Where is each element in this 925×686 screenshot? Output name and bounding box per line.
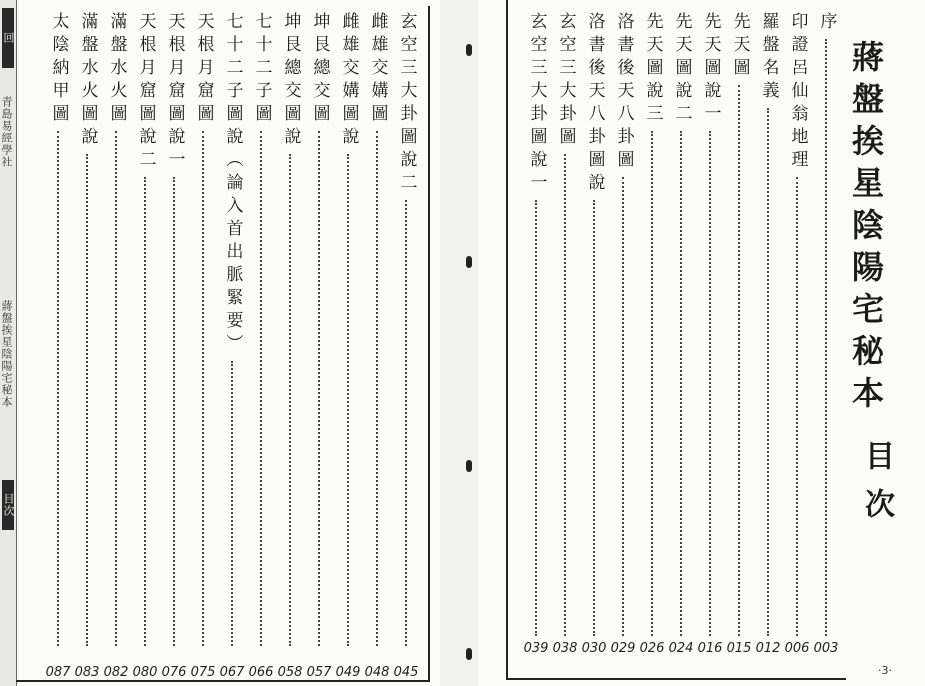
toc-entry-page-number: 075 xyxy=(190,665,216,680)
toc-entry-title: 雌雄交媾圖說 xyxy=(338,12,359,150)
dot-leader xyxy=(709,131,711,636)
toc-entry-page-number: 029 xyxy=(610,641,636,656)
toc-entry-page-number: 057 xyxy=(306,665,332,680)
toc-entry[interactable] xyxy=(755,12,781,642)
dot-leader xyxy=(738,85,740,636)
book-spine xyxy=(0,0,17,686)
toc-entry-page-number: 083 xyxy=(74,665,100,680)
toc-entry-title: 玄空三大卦圖說二 xyxy=(396,12,417,196)
toc-entry[interactable] xyxy=(697,12,723,642)
dot-leader xyxy=(260,131,262,646)
toc-entry-title: 先天圖說一 xyxy=(700,12,721,127)
toc-entry-title: 太陰納甲圖 xyxy=(48,12,69,127)
dot-leader xyxy=(86,154,88,646)
toc-entry[interactable] xyxy=(103,12,129,652)
toc-entry[interactable] xyxy=(132,12,158,652)
binding-hole xyxy=(466,256,472,268)
toc-entry[interactable] xyxy=(335,12,361,652)
dot-leader xyxy=(289,154,291,646)
toc-entry-title: 洛書後天八卦圖 xyxy=(613,12,634,173)
toc-entry-page-number: 026 xyxy=(639,641,665,656)
toc-entry-page-number: 016 xyxy=(697,641,723,656)
dot-leader xyxy=(318,131,320,646)
toc-entry[interactable] xyxy=(726,12,752,642)
toc-entry[interactable] xyxy=(306,12,332,652)
toc-entry-page-number: 058 xyxy=(277,665,303,680)
spine-series-mark: 回 xyxy=(2,8,14,68)
spine-section-mark: 目次 xyxy=(2,480,14,530)
dot-leader xyxy=(651,131,653,636)
toc-entry-page-number: 048 xyxy=(364,665,390,680)
toc-entry[interactable] xyxy=(45,12,71,652)
toc-entry-title: 天根月窟圖 xyxy=(193,12,214,127)
toc-entry[interactable] xyxy=(581,12,607,642)
toc-entry-page-number: 080 xyxy=(132,665,158,680)
toc-entry[interactable] xyxy=(552,12,578,642)
toc-entry-title: 玄空三大卦圖說一 xyxy=(526,12,547,196)
toc-entry-title: 玄空三大卦圖 xyxy=(555,12,576,150)
dot-leader xyxy=(173,177,175,646)
toc-entry-title: 滿盤水火圖說 xyxy=(77,12,98,150)
dot-leader xyxy=(376,131,378,646)
toc-entry-title: 雌雄交媾圖 xyxy=(367,12,388,127)
toc-entry-title: 先天圖 xyxy=(729,12,750,81)
toc-entry-title: 七十二子圖 xyxy=(251,12,272,127)
book-title: 蔣盤挨星陰陽宅秘本 xyxy=(847,40,885,418)
toc-entry-title: 天根月窟圖說一 xyxy=(164,12,185,173)
dot-leader xyxy=(622,177,624,636)
binding-gutter xyxy=(440,0,478,686)
toc-entry-page-number: 038 xyxy=(552,641,578,656)
spine-subtitle-label: 蔣盤挨星陰陽宅秘本 xyxy=(0,300,13,408)
toc-entry-title: 羅盤名義 xyxy=(758,12,779,104)
toc-entry[interactable] xyxy=(393,12,419,652)
binding-hole xyxy=(466,44,472,56)
toc-entry-page-number: 039 xyxy=(523,641,549,656)
toc-heading: 目次 xyxy=(859,440,894,536)
toc-entry-page-number: 066 xyxy=(248,665,274,680)
dot-leader xyxy=(593,200,595,636)
toc-entry[interactable] xyxy=(813,12,839,642)
spine-series-label: 青島易經學社 xyxy=(0,96,13,168)
toc-entry-title: 滿盤水火圖 xyxy=(106,12,127,127)
toc-entry-title: 七十二子圖說（論入首出脈緊要） xyxy=(222,12,243,357)
dot-leader xyxy=(231,361,233,646)
toc-entry[interactable] xyxy=(668,12,694,642)
dot-leader xyxy=(57,131,59,646)
toc-entry-page-number: 015 xyxy=(726,641,752,656)
toc-entry-page-number: 049 xyxy=(335,665,361,680)
toc-entry[interactable] xyxy=(364,12,390,652)
toc-entry-title: 坤艮總交圖 xyxy=(309,12,330,127)
toc-entry-title: 先天圖說三 xyxy=(642,12,663,127)
toc-entry-page-number: 076 xyxy=(161,665,187,680)
toc-entry-title: 序 xyxy=(816,12,837,35)
toc-entry-page-number: 012 xyxy=(755,641,781,656)
toc-entry-page-number: 045 xyxy=(393,665,419,680)
toc-entry-title: 坤艮總交圖說 xyxy=(280,12,301,150)
dot-leader xyxy=(825,39,827,636)
dot-leader xyxy=(680,131,682,636)
toc-entry[interactable] xyxy=(219,12,245,652)
dot-leader xyxy=(405,200,407,646)
toc-entry[interactable] xyxy=(610,12,636,642)
toc-entry-title: 洛書後天八卦圖說 xyxy=(584,12,605,196)
dot-leader xyxy=(796,177,798,636)
toc-entry[interactable] xyxy=(784,12,810,642)
toc-entry-page-number: 087 xyxy=(45,665,71,680)
binding-hole xyxy=(466,648,472,660)
toc-entry-title: 先天圖說二 xyxy=(671,12,692,127)
toc-entry[interactable] xyxy=(161,12,187,652)
toc-entry-title: 印證呂仙翁地理 xyxy=(787,12,808,173)
toc-entry-page-number: 030 xyxy=(581,641,607,656)
page-folio: ·3· xyxy=(878,664,892,677)
right-page xyxy=(478,0,925,686)
toc-entry-page-number: 024 xyxy=(668,641,694,656)
toc-entry-page-number: 082 xyxy=(103,665,129,680)
toc-entry-page-number: 067 xyxy=(219,665,245,680)
toc-entry-title: 天根月窟圖說二 xyxy=(135,12,156,173)
toc-entry[interactable] xyxy=(248,12,274,652)
toc-entry[interactable] xyxy=(74,12,100,652)
toc-entry[interactable] xyxy=(523,12,549,642)
binding-hole xyxy=(466,460,472,472)
dot-leader xyxy=(535,200,537,636)
toc-entry[interactable] xyxy=(190,12,216,652)
dot-leader xyxy=(564,154,566,636)
toc-entry[interactable] xyxy=(639,12,665,642)
dot-leader xyxy=(144,177,146,646)
toc-entry-page-number: 006 xyxy=(784,641,810,656)
toc-entry-page-number: 003 xyxy=(813,641,839,656)
dot-leader xyxy=(347,154,349,646)
dot-leader xyxy=(202,131,204,646)
dot-leader xyxy=(115,131,117,646)
dot-leader xyxy=(767,108,769,636)
toc-entry[interactable] xyxy=(277,12,303,652)
left-page xyxy=(0,0,440,686)
